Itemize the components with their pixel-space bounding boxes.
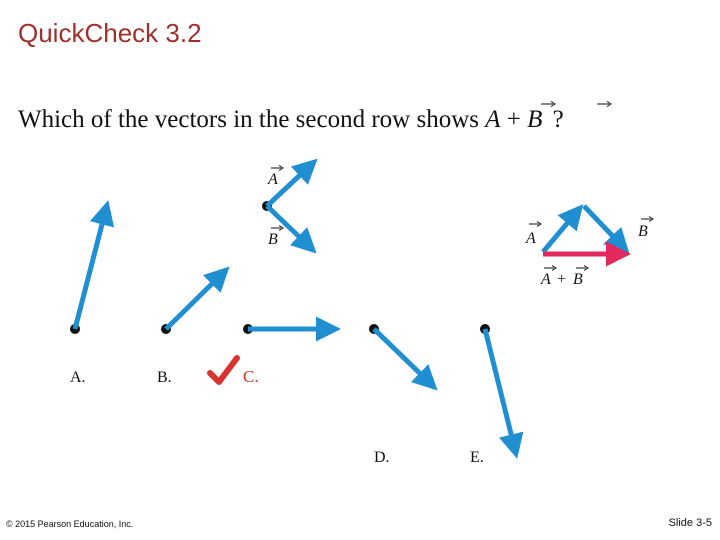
sum-vector-a-label: A xyxy=(526,230,536,247)
copyright-text: © 2015 Pearson Education, Inc. xyxy=(6,519,134,529)
choice-e-arrow xyxy=(485,329,516,454)
choice-a[interactable] xyxy=(70,205,107,386)
question-body: Which of the vectors in the second row shows xyxy=(18,106,479,133)
sum-vector-b-arrow xyxy=(584,206,626,250)
slide-title: QuickCheck 3.2 xyxy=(18,18,202,48)
question-vector-a: A xyxy=(485,106,501,133)
choice-d[interactable] xyxy=(369,324,434,466)
choice-c[interactable] xyxy=(210,324,336,386)
checkmark-icon xyxy=(210,358,237,382)
choice-a-label: A. xyxy=(70,369,86,386)
resultant-label-plus: + xyxy=(557,271,567,288)
choice-e-label: E. xyxy=(470,449,484,466)
question-vector-arrows xyxy=(541,102,611,107)
slide-number: Slide 3-5 xyxy=(668,517,712,529)
choice-b[interactable] xyxy=(157,270,226,386)
sum-diagram xyxy=(525,206,653,288)
sum-vector-b-label: B xyxy=(638,223,648,240)
resultant-label-b: B xyxy=(573,271,583,288)
question-vector-b: B xyxy=(527,106,543,133)
choice-a-arrow xyxy=(75,205,107,329)
question-plus: + xyxy=(506,106,521,133)
vector-b-label: B xyxy=(268,231,278,248)
given-vectors xyxy=(262,162,314,250)
question-mark: ? xyxy=(552,106,564,133)
vector-a-label: A xyxy=(268,171,278,188)
choice-d-arrow xyxy=(374,329,434,387)
choice-b-arrow xyxy=(166,270,226,329)
resultant-label-a: A xyxy=(541,271,551,288)
sum-vector-a-arrow xyxy=(543,208,580,252)
choice-e[interactable] xyxy=(470,324,516,466)
choice-b-label: B. xyxy=(157,369,172,386)
choice-c-label: C. xyxy=(243,367,259,386)
choice-d-label: D. xyxy=(374,449,390,466)
